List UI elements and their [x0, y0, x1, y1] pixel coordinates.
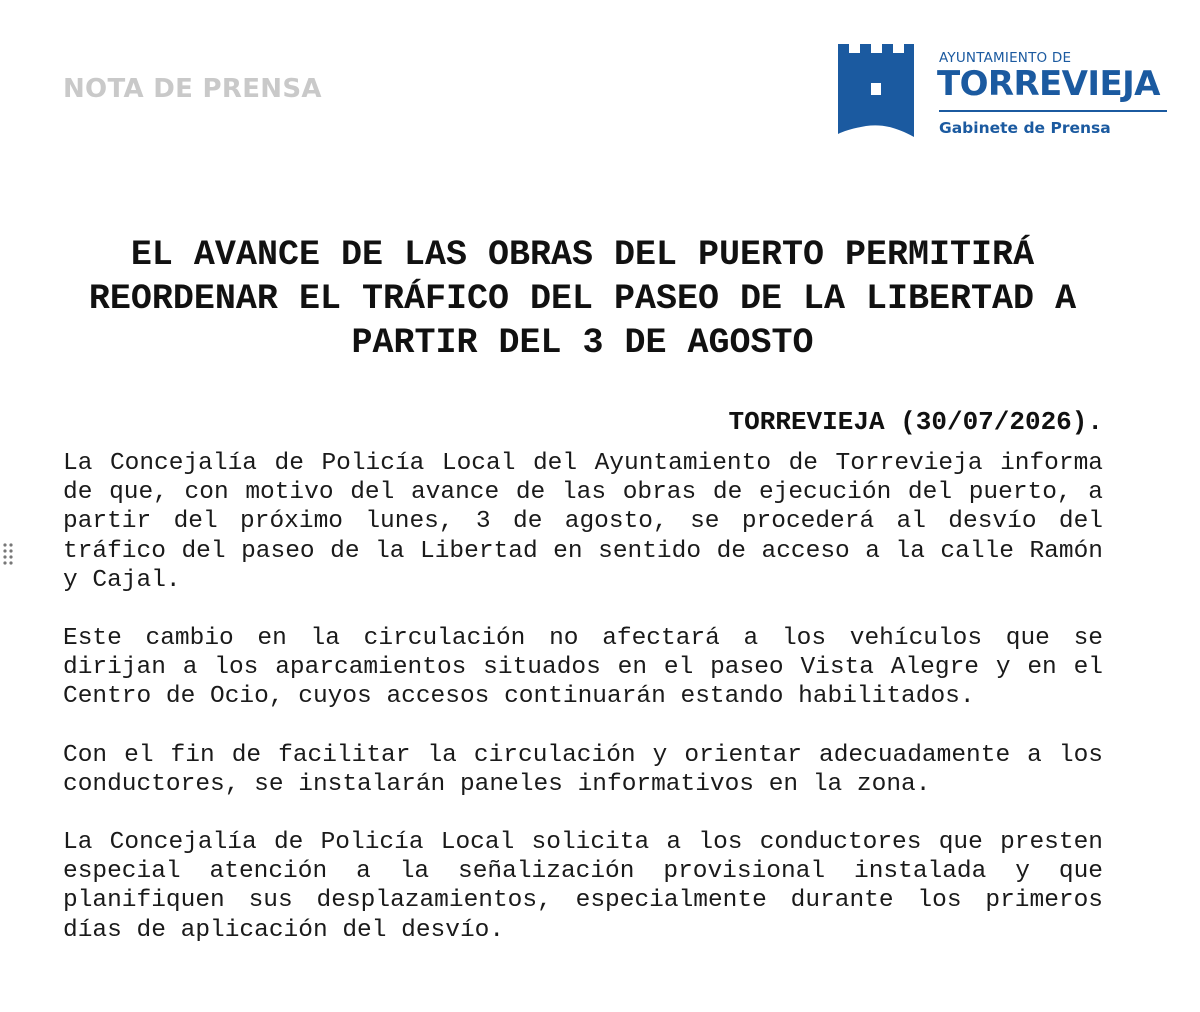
body-paragraph: La Concejalía de Policía Local del Ayuntamiento de Torrevieja informa de que, con motivo del avance de las obras de ejecución del puerto, a partir del próximo lunes, 3 de agosto, se procederá al desvío del tráfico del paseo de la Libertad en sentido de acceso a la calle Ramón y Cajal.: [63, 450, 1103, 594]
torrevieja-logo: [834, 38, 1174, 142]
castle-tower-icon: [834, 40, 916, 138]
body-paragraph: La Concejalía de Policía Local solicita a los conductores que presten especial atención a la señalización provisional instalada y que planifiquen sus desplazamientos, especialmente durante los primeros días de aplicación del desvío.: [63, 829, 1103, 944]
drag-handle-icon[interactable]: [2, 541, 14, 565]
document-type-label: NOTA DE PRENSA: [63, 74, 322, 104]
dateline: TORREVIEJA (30/07/2026).: [728, 407, 1103, 437]
logo-divider: [939, 110, 1167, 112]
body-paragraph: Este cambio en la circulación no afectará a los vehículos que se dirijan a los aparcamientos situados en el paseo Vista Alegre y en el Centro de Ocio, cuyos accesos continuarán estando habilitados.: [63, 625, 1103, 711]
press-release-body: [63, 449, 1103, 974]
logo-line-ayuntamiento: AYUNTAMIENTO DE: [939, 50, 1072, 66]
logo-line-gabinete: Gabinete de Prensa: [939, 119, 1111, 137]
press-release-headline: EL AVANCE DE LAS OBRAS DEL PUERTO PERMITIRÁ REORDENAR EL TRÁFICO DEL PASEO DE LA LIBERTAD A PARTIR DEL 3 DE AGOSTO: [88, 235, 1077, 363]
body-paragraph: Con el fin de facilitar la circulación y orientar adecuadamente a los conductores, se instalarán paneles informativos en la zona.: [63, 741, 1103, 798]
logo-line-torrevieja: TORREVIEJA: [937, 64, 1160, 104]
